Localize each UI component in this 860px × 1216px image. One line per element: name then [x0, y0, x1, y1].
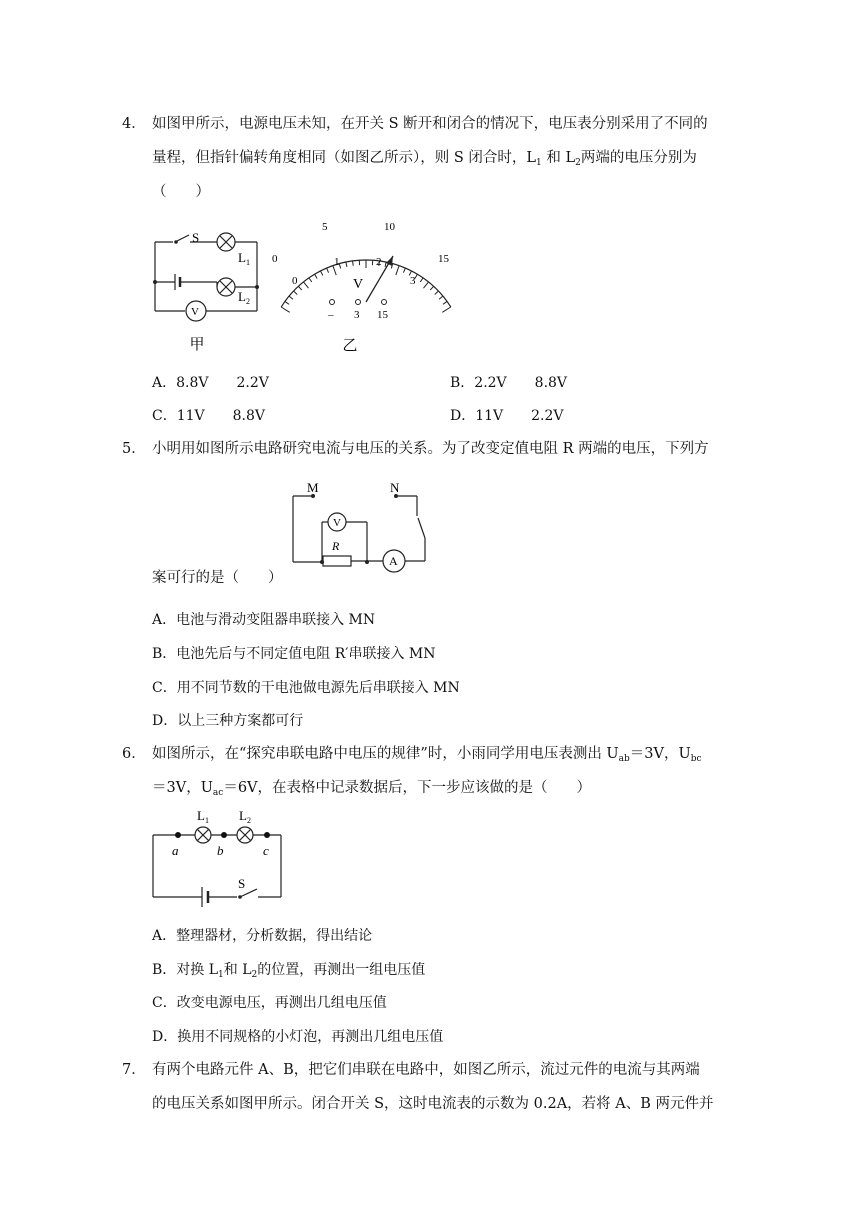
outer-tick-15: 15	[438, 253, 449, 265]
q6-number: 6．	[122, 746, 146, 762]
q6-option-a[interactable]: A．整理器材，分析数据，得出结论	[152, 928, 373, 944]
outer-tick-0: 0	[272, 253, 278, 265]
figure-caption-jia: 甲	[189, 337, 205, 353]
dial-tick	[309, 278, 312, 282]
label-a: a	[172, 843, 179, 858]
q5-line2: 案可行的是（ ）	[152, 570, 283, 586]
dial-tick	[339, 264, 340, 269]
q4-line1: 如图甲所示，电源电压未知，在开关 S 断开和闭合的情况下，电压表分别采用了不同的	[152, 116, 708, 132]
terminal-label-negative: –	[328, 309, 334, 321]
q5-option-b[interactable]: B．电池先后与不同定值电阻 R′串联接入 MN	[152, 646, 436, 662]
point-b	[221, 832, 227, 838]
label-b: b	[217, 843, 224, 858]
junction-dot	[365, 560, 369, 564]
lamp1-label: $L_1$	[238, 250, 250, 267]
ammeter-label: A	[389, 554, 398, 568]
q4-circuit-figure-jia	[145, 222, 270, 357]
q4-option-b[interactable]: B．2.2V 8.8V	[450, 375, 568, 391]
dial-tick	[294, 291, 298, 294]
dial-tick	[281, 307, 289, 312]
junction-dot	[255, 285, 259, 289]
outer-tick-5: 5	[322, 221, 328, 233]
junction-dot	[153, 280, 157, 284]
switch-pivot	[238, 895, 242, 899]
q4-voltmeter-dial-yi	[262, 210, 462, 360]
q5-line1: 小明用如图所示电路研究电流与电压的关系。为了改变定值电阻 R 两端的电压，下列方	[152, 441, 709, 457]
q6-line2: ＝3V，$U_{ac}=6V$，在表格中记录数据后，下一步应该做的是（ ）	[152, 780, 592, 798]
needle-tip	[386, 256, 393, 266]
lamp1-label: $L_1$	[197, 808, 209, 825]
dial-tick	[289, 296, 293, 299]
dial-tick	[396, 266, 399, 275]
outer-tick-10: 10	[384, 221, 395, 233]
terminal-label-15: 15	[377, 309, 388, 321]
switch-label: S	[238, 876, 246, 891]
q6-option-c[interactable]: C．改变电源电压，再测出几组电压值	[152, 995, 387, 1011]
q4-line2: 量程，但指针偏转角度相同（如图乙所示），则 S 闭合时，$L_1$ 和 $L_2$两端的电压分别为	[152, 150, 697, 168]
lamp2-label: $L_2$	[239, 808, 251, 825]
q6-line1: 如图所示，在“探究串联电路中电压的规律”时，小雨同学用电压表测出 $U_{ab}=3V$，$U_{bc}$	[152, 746, 702, 764]
dial-tick	[439, 296, 443, 299]
label-N: N	[390, 480, 400, 495]
inner-tick-1: 1	[334, 256, 340, 268]
terminal-3	[356, 300, 361, 305]
dial-tick	[315, 274, 318, 278]
point-c	[264, 832, 270, 838]
q4-option-d[interactable]: D．11V 2.2V	[450, 408, 564, 424]
dial-tick	[304, 282, 309, 288]
dial-tick-marks	[281, 260, 451, 312]
switch-pivot	[174, 240, 178, 244]
dial-tick	[346, 262, 347, 267]
terminal-label-3: 3	[354, 309, 360, 321]
terminal-15	[382, 300, 387, 305]
dial-tick	[298, 286, 301, 290]
dial-tick	[353, 261, 354, 266]
dial-tick	[327, 268, 329, 273]
q5-option-a[interactable]: A．电池与滑动变阻器串联接入 MN	[152, 612, 376, 628]
dial-tick	[430, 286, 433, 290]
label-M: M	[307, 480, 319, 495]
dial-tick	[385, 262, 386, 267]
q4-number: 4．	[122, 116, 146, 132]
q6-option-b[interactable]: B．对换 $L_1$和 $L_2$的位置，再测出一组电压值	[152, 962, 426, 980]
inner-tick-0: 0	[292, 275, 298, 287]
inner-tick-2: 2	[376, 256, 382, 268]
dial-tick	[435, 291, 439, 294]
dial-tick	[403, 268, 405, 273]
voltmeter-label: V	[191, 306, 199, 318]
voltmeter-label: V	[333, 517, 341, 529]
figure-caption-yi: 乙	[342, 338, 358, 354]
q5-option-d[interactable]: D．以上三种方案都可行	[152, 713, 304, 729]
q5-circuit-figure	[283, 478, 433, 578]
q6-circuit-figure	[145, 805, 290, 913]
point-a	[175, 832, 181, 838]
switch-label: S	[192, 230, 200, 245]
q7-line2: 的电压关系如图甲所示。闭合开关 S，这时电流表的示数为 0.2A，若将 A、B 两元件并	[152, 1096, 714, 1112]
dial-tick	[423, 282, 428, 288]
q7-number: 7．	[122, 1062, 146, 1078]
q5-option-c[interactable]: C．用不同节数的干电池做电源先后串联接入 MN	[152, 680, 460, 696]
q7-line1: 有两个电路元件 A、B，把它们串联在电路中，如图乙所示，流过元件的电流与其两端	[152, 1062, 700, 1078]
inner-tick-3: 3	[410, 275, 416, 287]
resistor-label: R	[332, 539, 340, 553]
q4-option-a[interactable]: A．8.8V 2.2V	[152, 375, 269, 391]
junction-dot	[320, 560, 324, 564]
dial-tick	[285, 301, 289, 304]
terminal-negative	[330, 300, 335, 305]
q4-answer-paren: （ ）	[152, 184, 210, 200]
dial-tick	[443, 301, 447, 304]
q5-number: 5．	[122, 441, 146, 457]
dial-tick	[420, 278, 423, 282]
dial-tick	[320, 271, 322, 275]
label-c: c	[263, 843, 269, 858]
meter-symbol: V	[353, 277, 364, 292]
lamp2-label: $L_2$	[238, 289, 250, 306]
dial-tick	[442, 307, 450, 312]
q4-option-c[interactable]: C．11V 8.8V	[152, 408, 266, 424]
q6-option-d[interactable]: D．换用不同规格的小灯泡，再测出几组电压值	[152, 1029, 444, 1045]
